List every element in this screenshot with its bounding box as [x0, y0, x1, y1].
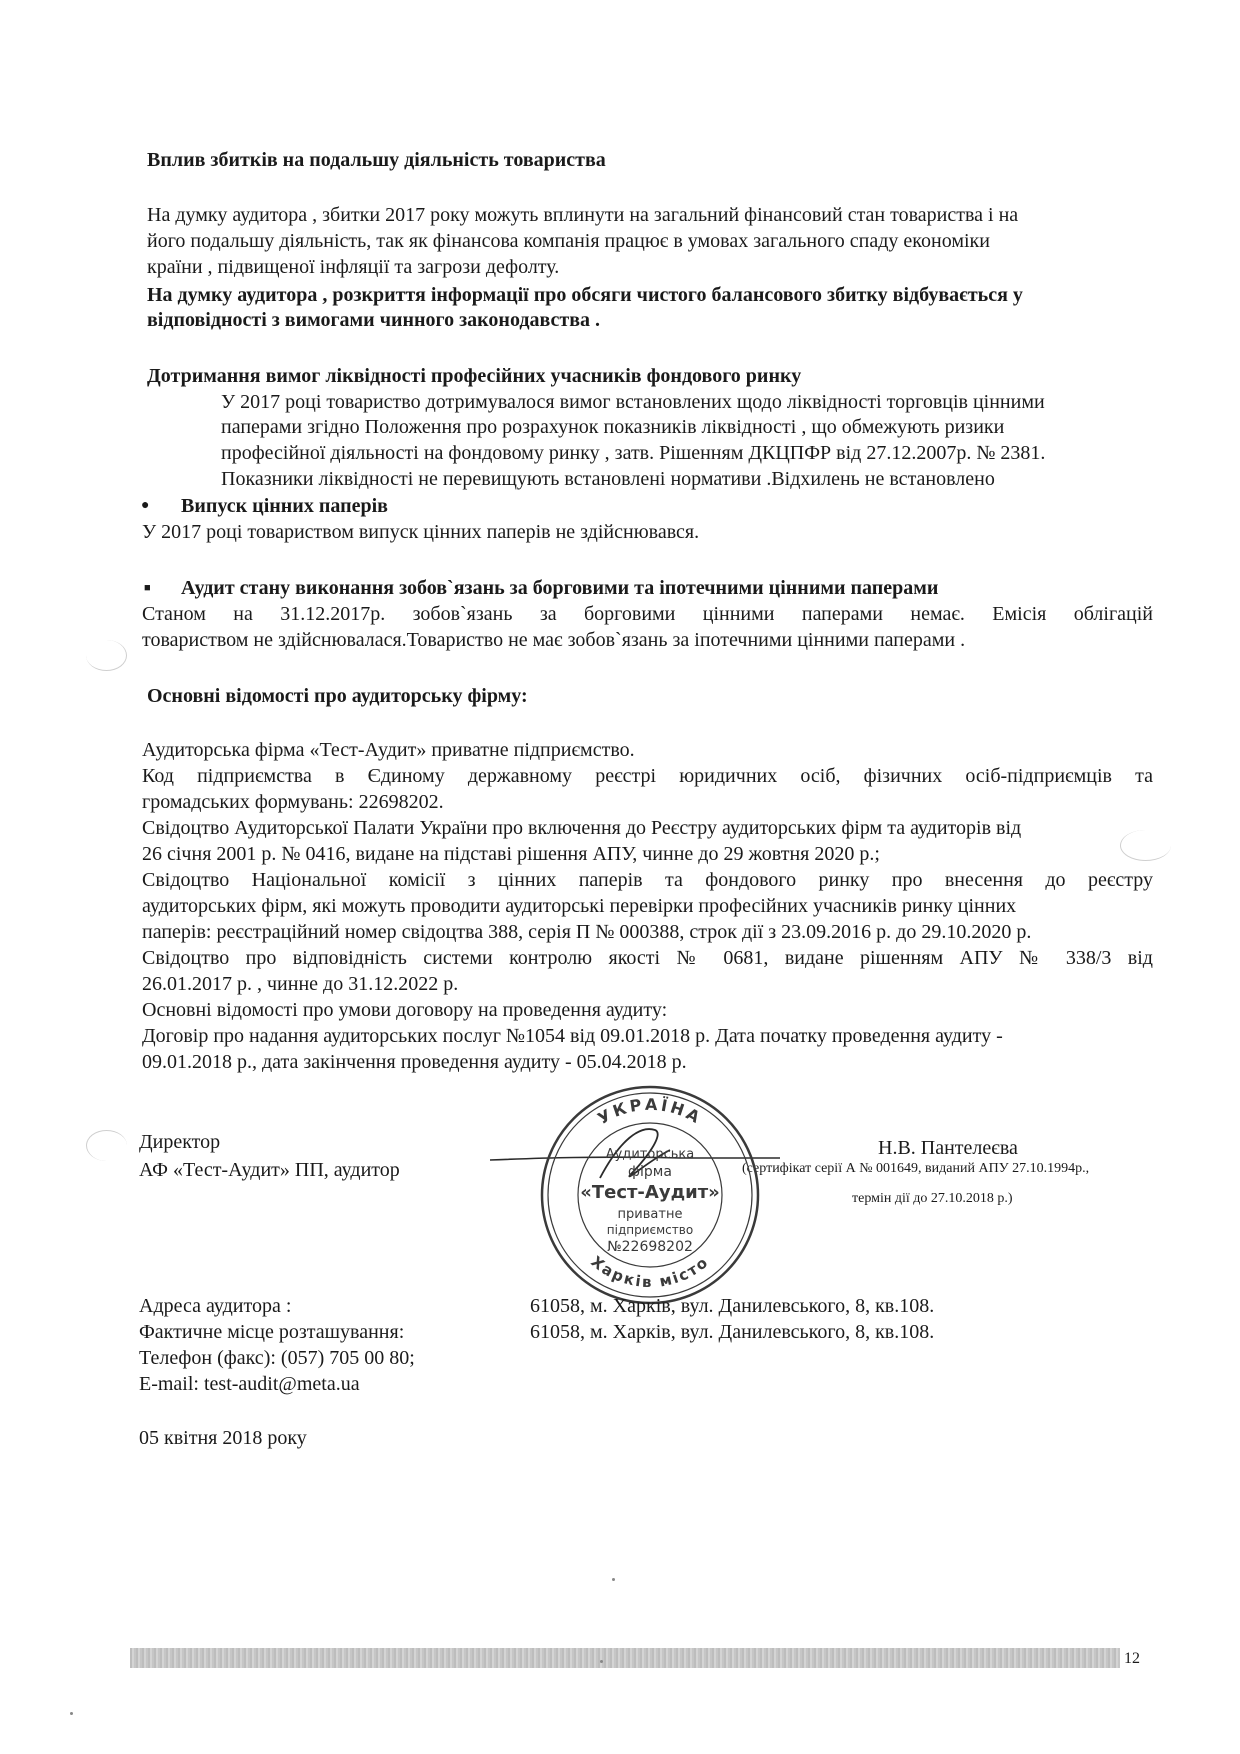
- email-line: E-mail: test-audit@meta.ua: [139, 1373, 360, 1395]
- firm-line: Основні відомості про умови договору на проведення аудиту:: [142, 999, 668, 1021]
- firm-auditor-title: АФ «Тест-Аудит» ПП, аудитор: [139, 1159, 400, 1181]
- firm-line: Свідоцтво Аудиторської Палати України про включення до Реєстру аудиторських фірм та аудиторів від: [142, 817, 1022, 839]
- director-title: Директор: [139, 1131, 221, 1153]
- firm-line: громадських формувань: 22698202.: [142, 791, 444, 813]
- scan-speck: [70, 1712, 73, 1715]
- bullet-icon: ●: [141, 498, 150, 513]
- stamp-line: приватне: [617, 1207, 683, 1222]
- certificate-validity: термін дії до 27.10.2018 р.): [852, 1191, 1013, 1206]
- losses-line: його подальшу діяльність, так як фінансова компанія працює в умовах загального спаду економіки: [147, 230, 990, 252]
- liquidity-line: професійної діяльності на фондовому ринку , затв. Рішенням ДКЦПФР від 27.12.2007р. № 2381.: [221, 442, 1046, 464]
- location-value: 61058, м. Харків, вул. Данилевського, 8, кв.108.: [530, 1321, 935, 1343]
- firm-line: аудиторських фірм, які можуть проводити аудиторські перевірки професійних учасників ринку цінних: [142, 895, 1017, 917]
- firm-line: Аудиторська фірма «Тест-Аудит» приватне підприємство.: [142, 739, 635, 761]
- firm-line: Договір про надання аудиторських послуг №1054 від 09.01.2018 р. Дата початку проведення аудиту -: [142, 1025, 1003, 1047]
- stamp-line: Аудиторська: [605, 1147, 695, 1162]
- stamp-line: №22698202: [607, 1239, 693, 1255]
- scan-smudge: [86, 1130, 127, 1161]
- firm-line: Свідоцтво про відповідність системи контролю якості № 0681, видане рішенням АПУ № 338/3 від: [142, 947, 1153, 969]
- liquidity-line: Показники ліквідності не перевищують встановлені нормативи .Відхилень не встановлено: [221, 468, 995, 490]
- address-value: 61058, м. Харків, вул. Данилевського, 8, кв.108.: [530, 1295, 935, 1317]
- losses-heading: Вплив збитків на подальшу діяльність товариства: [147, 149, 606, 171]
- stamp-line: фірма: [628, 1164, 672, 1180]
- signatory-name: Н.В. Пантелеєва: [878, 1137, 1018, 1159]
- losses-line: країни , підвищеної інфляції та загрози дефолту.: [147, 256, 560, 278]
- location-label: Фактичне місце розташування:: [139, 1321, 405, 1343]
- stamp-line: «Тест-Аудит»: [580, 1182, 720, 1203]
- square-bullet-icon: ■: [144, 582, 151, 594]
- scan-speck: [612, 1578, 615, 1581]
- firm-line: Свідоцтво Національної комісії з цінних паперів та фондового ринку про внесення до реєстру: [142, 869, 1153, 891]
- debt-line: Станом на 31.12.2017р. зобов`язань за борговими цінними паперами немає. Емісія облігацій: [142, 603, 1153, 625]
- document-date: 05 квітня 2018 року: [139, 1427, 307, 1449]
- scan-footer-bar: [130, 1648, 1120, 1668]
- losses-line: На думку аудитора , збитки 2017 року можуть вплинути на загальний фінансовий стан товариства і на: [147, 204, 1019, 226]
- firm-line: 26.01.2017 р. , чинне до 31.12.2022 р.: [142, 973, 459, 995]
- securities-text: У 2017 році товариством випуск цінних паперів не здійснювався.: [142, 521, 700, 543]
- firm-line: 26 січня 2001 р. № 0416, видане на підставі рішення АПУ, чинне до 29 жовтня 2020 р.;: [142, 843, 880, 865]
- liquidity-heading: Дотримання вимог ліквідності професійних учасників фондового ринку: [147, 365, 802, 387]
- scan-smudge: [1120, 830, 1171, 861]
- stamp-line: підприємство: [606, 1223, 694, 1237]
- scan-smudge: [86, 640, 127, 671]
- debt-line: товариством не здійснювалася.Товариство не має зобов`язань за іпотечними цінними паперами .: [142, 629, 966, 651]
- svg-text:Харків місто: [587, 1252, 712, 1291]
- scan-speck: [600, 1660, 603, 1663]
- securities-heading: Випуск цінних паперів: [181, 495, 388, 517]
- stamp-ring-bottom: Харків місто: [587, 1252, 713, 1292]
- firm-line: 09.01.2018 р., дата закінчення проведення аудиту - 05.04.2018 р.: [142, 1051, 687, 1073]
- firm-line: Код підприємства в Єдиному державному реєстрі юридичних осіб, фізичних осіб-підприємців та: [142, 765, 1153, 787]
- certificate-line: (сертифікат серії А № 001649, виданий АПУ 27.10.1994р.,: [742, 1161, 1090, 1176]
- liquidity-line: У 2017 році товариство дотримувалося вимог встановлених щодо ліквідності торговців цінними: [221, 391, 1045, 413]
- opinion-line: На думку аудитора , розкриття інформації про обсяги чистого балансового збитку відбувається у: [147, 284, 1023, 306]
- stamp-ring-top: УКРАЇНА: [594, 1094, 706, 1129]
- opinion-line: відповідності з вимогами чинного законодавства .: [147, 309, 601, 331]
- official-stamp: [535, 1080, 765, 1310]
- liquidity-line: паперами згідно Положення про розрахунок показників ліквідності , що обмежують ризики: [221, 416, 1005, 438]
- address-label: Адреса аудитора :: [139, 1295, 292, 1317]
- firm-heading: Основні відомості про аудиторську фірму:: [147, 685, 528, 707]
- firm-line: паперів: реєстраційний номер свідоцтва 388, серія П № 000388, строк дії з 23.09.2016 р. до 29.10.2020 р.: [142, 921, 1032, 943]
- phone-line: Телефон (факс): (057) 705 00 80;: [139, 1347, 415, 1369]
- page-number: 12: [1124, 1650, 1140, 1667]
- debt-heading: Аудит стану виконання зобов`язань за борговими та іпотечними цінними паперами: [181, 577, 939, 599]
